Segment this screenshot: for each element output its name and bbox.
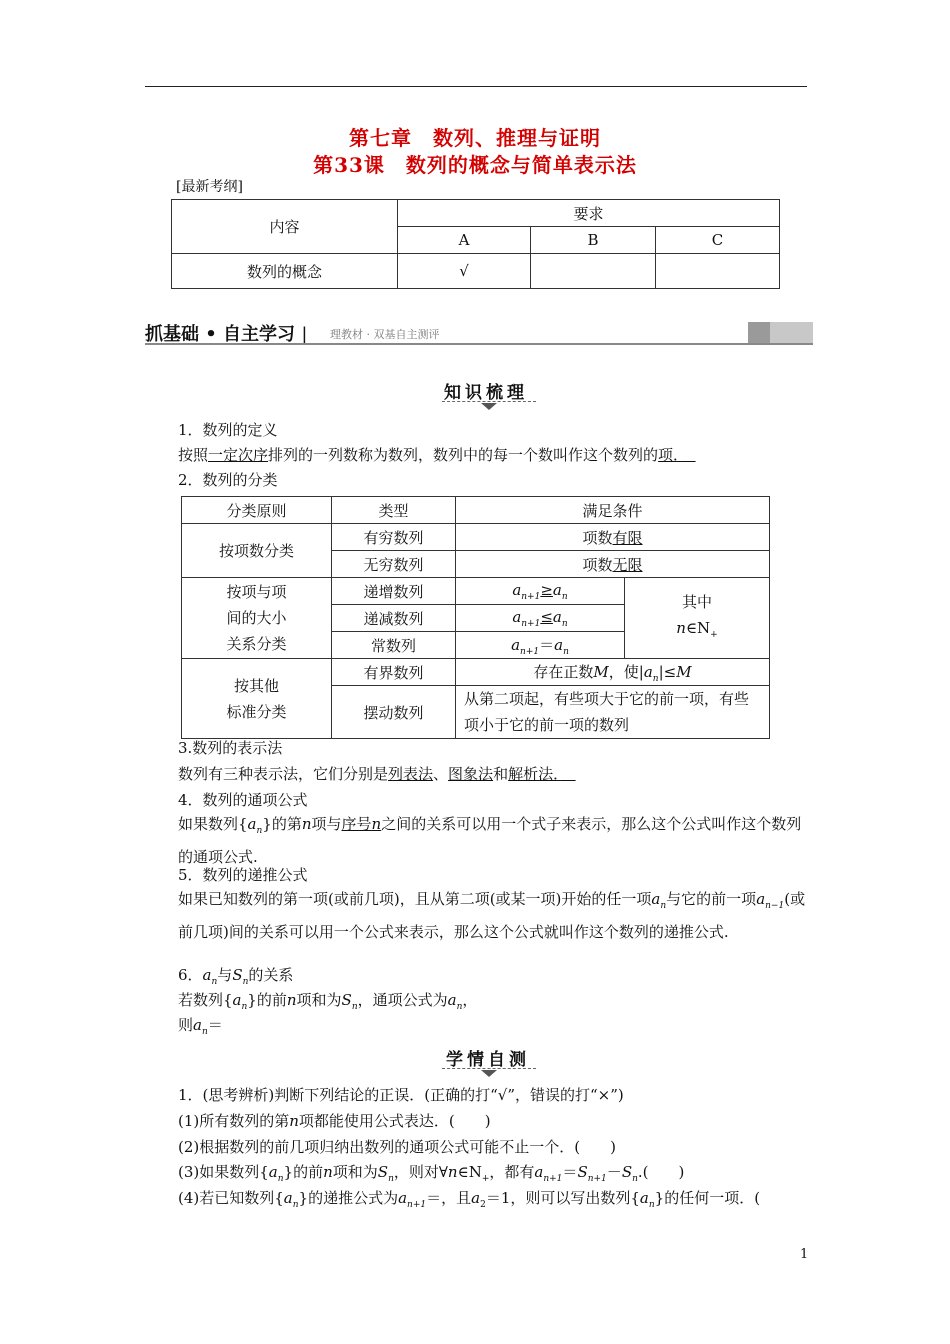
page-number: 1 [800, 1247, 809, 1262]
banner-block-light [770, 322, 813, 343]
k5-body: 如果已知数列的第一项(或前几项)，且从第二项(或某一项)开始的任一项$a_n$与它的前一项$a_{n-1}$(或前几项)间的关系可以用一个公式来表示，那么这个公式就叫作这个数列的递推公式. [178, 890, 806, 941]
banner-block-dark [748, 322, 770, 343]
banner-underline [145, 343, 813, 345]
k6-heading: 6．$a_n$与$S_n$的关系 [178, 966, 294, 987]
ct-increasing-cond: $a_{n+1}\ge a_n$ [456, 578, 625, 605]
ct-group-order: 按项与项 间的大小 关系分类 [182, 578, 332, 659]
ct-header-condition: 满足条件 [456, 497, 770, 524]
classification-table [181, 496, 770, 739]
k5-heading: 5．数列的递推公式 [178, 866, 308, 884]
chapter-title: 第七章 数列、推理与证明 [349, 126, 601, 150]
ct-where-cell: 其中 $n\in N_+$ [625, 578, 770, 659]
ct-constant: 常数列 [332, 632, 456, 659]
syllabus-content-header: 内容 [172, 200, 398, 254]
lesson-title: 第33课 数列的概念与简单表示法 [313, 153, 637, 177]
k1-body: 按照一定次序排列的一列数称为数列，数列中的每一个数叫作这个数列的项． [178, 446, 681, 464]
syllabus-label: [最新考纲] [176, 179, 243, 195]
level-c: C [656, 227, 780, 254]
k4-heading: 4．数列的通项公式 [178, 791, 308, 809]
k1-heading: 1．数列的定义 [178, 421, 278, 439]
syllabus-table [171, 199, 780, 289]
q1-item3: (3)如果数列$\{a_n\}$的前n项和为$S_n$，则对$\forall n\in N_+$，都有$a_{n+1}=S_{n+1}-S_n$.( ) [178, 1163, 685, 1184]
q1-stem: 1．(思考辨析)判断下列结论的正误．(正确的打“√”，错误的打“×”) [178, 1086, 624, 1104]
ct-bounded-cond: 存在正数M，使$|a_n|\le M$ [456, 659, 770, 686]
ct-infinite-cond: 项数无限 [456, 551, 770, 578]
ct-group-count: 按项数分类 [182, 524, 332, 578]
k6-line1: 若数列$\{a_n\}$的前n项和为$S_n$，通项公式为$a_n$， [178, 991, 478, 1012]
ct-finite-cond: 项数有限 [456, 524, 770, 551]
ct-bounded: 有界数列 [332, 659, 456, 686]
section-knowledge-dash [442, 401, 536, 402]
k3-body: 数列有三种表示法，它们分别是列表法、图象法和解析法． [178, 765, 561, 783]
section-selftest: 学情自测 [446, 1050, 530, 1070]
k2-heading: 2．数列的分类 [178, 471, 278, 489]
syllabus-row-mark: √ [398, 254, 531, 289]
ct-constant-cond: $a_{n+1}=a_n$ [456, 632, 625, 659]
section-knowledge: 知识梳理 [444, 383, 528, 403]
ct-header-type: 类型 [332, 497, 456, 524]
k3-heading: 3.数列的表示法 [178, 739, 283, 757]
k6-line2: 则$a_n=$ [178, 1016, 223, 1037]
ct-infinite: 无穷数列 [332, 551, 456, 578]
ct-header-principle: 分类原则 [182, 497, 332, 524]
ct-finite: 有穷数列 [332, 524, 456, 551]
ct-increasing: 递增数列 [332, 578, 456, 605]
ct-decreasing: 递减数列 [332, 605, 456, 632]
syllabus-row-item: 数列的概念 [172, 254, 398, 289]
banner-subtitle: 理教材 · 双基自主测评 [330, 328, 440, 341]
syllabus-row-c [656, 254, 780, 289]
syllabus-row-b [531, 254, 656, 289]
level-a: A [398, 227, 531, 254]
top-rule [145, 86, 807, 87]
q1-item4: (4)若已知数列$\{a_n\}$的递推公式为$a_{n+1}=$，且$a_2=1$，则可以写出数列$\{a_n\}$的任何一项．( [178, 1189, 761, 1210]
k4-body: 如果数列$\{a_n\}$的第n项与序号n之间的关系可以用一个式子来表示，那么这个公式叫作这个数列的通项公式. [178, 815, 802, 866]
ct-group-other: 按其他 标准分类 [182, 659, 332, 739]
section-knowledge-arrow-icon [481, 403, 497, 410]
banner-title: 抓基础 • 自主学习 | [145, 324, 308, 345]
ct-decreasing-cond: $a_{n+1}\le a_n$ [456, 605, 625, 632]
ct-oscillating: 摆动数列 [332, 686, 456, 739]
level-b: B [531, 227, 656, 254]
section-selftest-dash [442, 1068, 536, 1069]
ct-oscillating-cond: 从第二项起，有些项大于它的前一项，有些项小于它的前一项的数列 [456, 686, 770, 739]
q1-item2: (2)根据数列的前几项归纳出数列的通项公式可能不止一个．( ) [178, 1138, 616, 1156]
syllabus-requirement-header: 要求 [398, 200, 780, 227]
section-selftest-arrow-icon [481, 1070, 497, 1077]
q1-item1: (1)所有数列的第n项都能使用公式表达．( ) [178, 1112, 491, 1130]
